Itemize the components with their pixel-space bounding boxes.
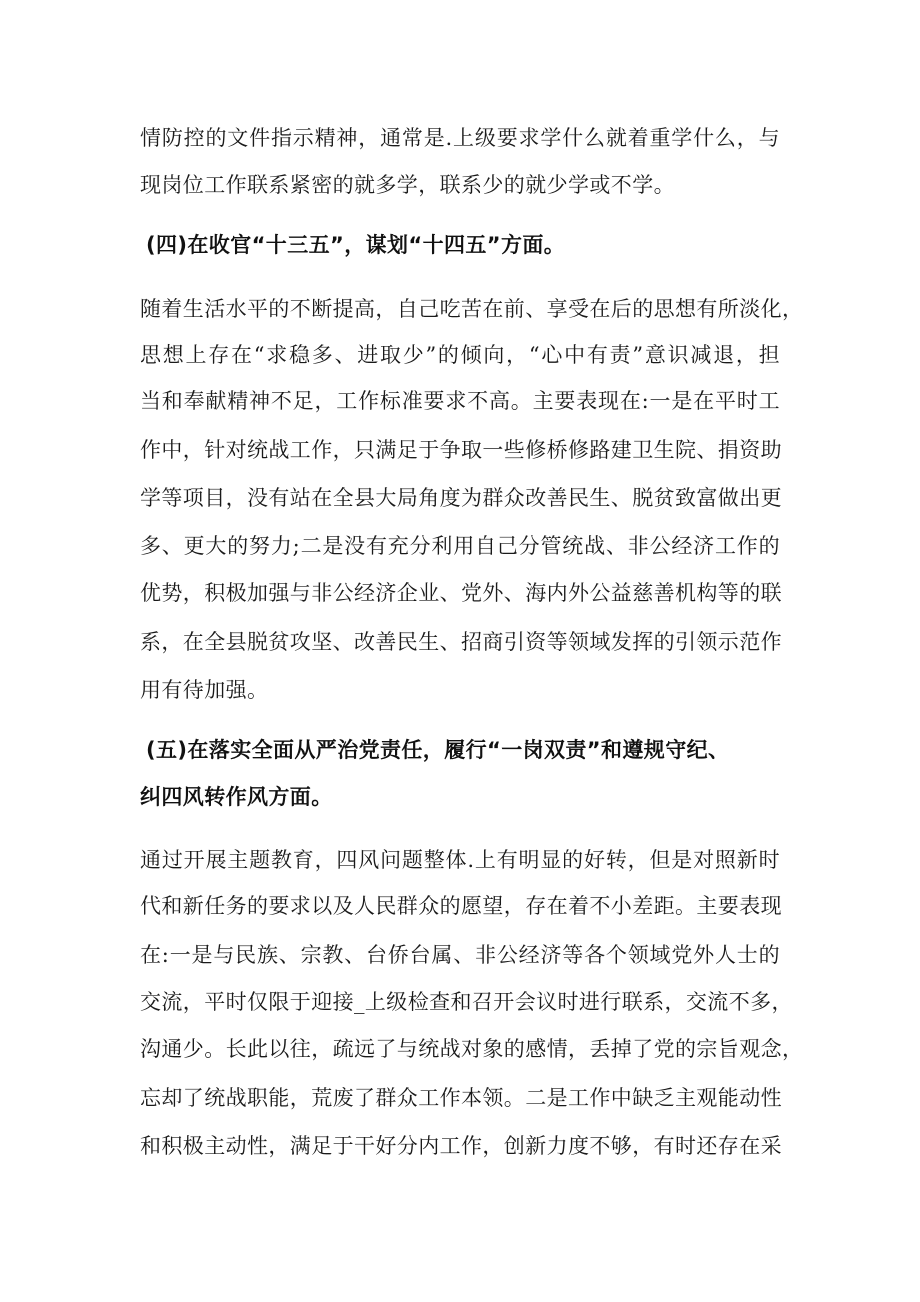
section-heading-5-cont: 纠四风转作风方面。 — [140, 785, 333, 809]
text-line: 代和新任务的要求以及人民群众的愿望，存在着不小差距。主要表现 — [140, 894, 782, 918]
text-line: 随着生活水平的不断提高，自己吃苦在前、享受在后的思想有所淡化， — [140, 297, 804, 321]
text-line: 通过开展主题教育，四风问题整体.上有明显的好转，但是对照新时 — [140, 848, 780, 872]
text-line: 交流，平时仅限于迎接_上级检查和召开会议时进行联系，交流不多， — [140, 990, 793, 1014]
text-line: 在:一是与民族、宗教、台侨台属、非公经济等各个领域党外人士的 — [140, 943, 780, 967]
text-line: 多、更大的努力;二是没有充分利用自己分管统战、非公经济工作的 — [140, 534, 780, 558]
section-heading-5: (五)在落实全面从严治党责任，履行“一岗双责”和遵规守纪、 — [146, 738, 730, 762]
section-heading-4: (四)在收官“十三五”，谋划“十四五”方面。 — [146, 233, 566, 257]
text-line: 当和奉献精神不足，工作标准要求不高。主要表现在:一是在平时工 — [140, 389, 780, 413]
text-line: 忘却了统战职能，荒废了群众工作本领。二是工作中缺乏主观能动性 — [140, 1086, 782, 1110]
text-line: 思想上存在“求稳多、进取少”的倾向，“心中有责”意识减退，担 — [140, 343, 780, 367]
text-line: 沟通少。长此以往，疏远了与统战对象的感情，丢掉了党的宗旨观念， — [140, 1037, 804, 1061]
text-line: 学等项目，没有站在全县大局角度为群众改善民生、脱贫致富做出更 — [140, 486, 782, 510]
text-line: 和积极主动性，满足于干好分内工作，创新力度不够，有时还存在采 — [140, 1134, 782, 1158]
text-line: 优势，积极加强与非公经济企业、党外、海内外公益慈善机构等的联 — [140, 581, 782, 605]
text-line: 用有待加强。 — [140, 678, 269, 702]
text-line: 作中，针对统战工作，只满足于争取一些修桥修路建卫生院、捐资助 — [140, 438, 782, 462]
text-line: 系，在全县脱贫攻坚、改善民生、招商引资等领域发挥的引领示范作 — [140, 630, 782, 654]
text-line: 情防控的文件指示精神，通常是.上级要求学什么就着重学什么，与 — [140, 126, 780, 150]
text-line: 现岗位工作联系紧密的就多学，联系少的就少学或不学。 — [140, 173, 675, 197]
